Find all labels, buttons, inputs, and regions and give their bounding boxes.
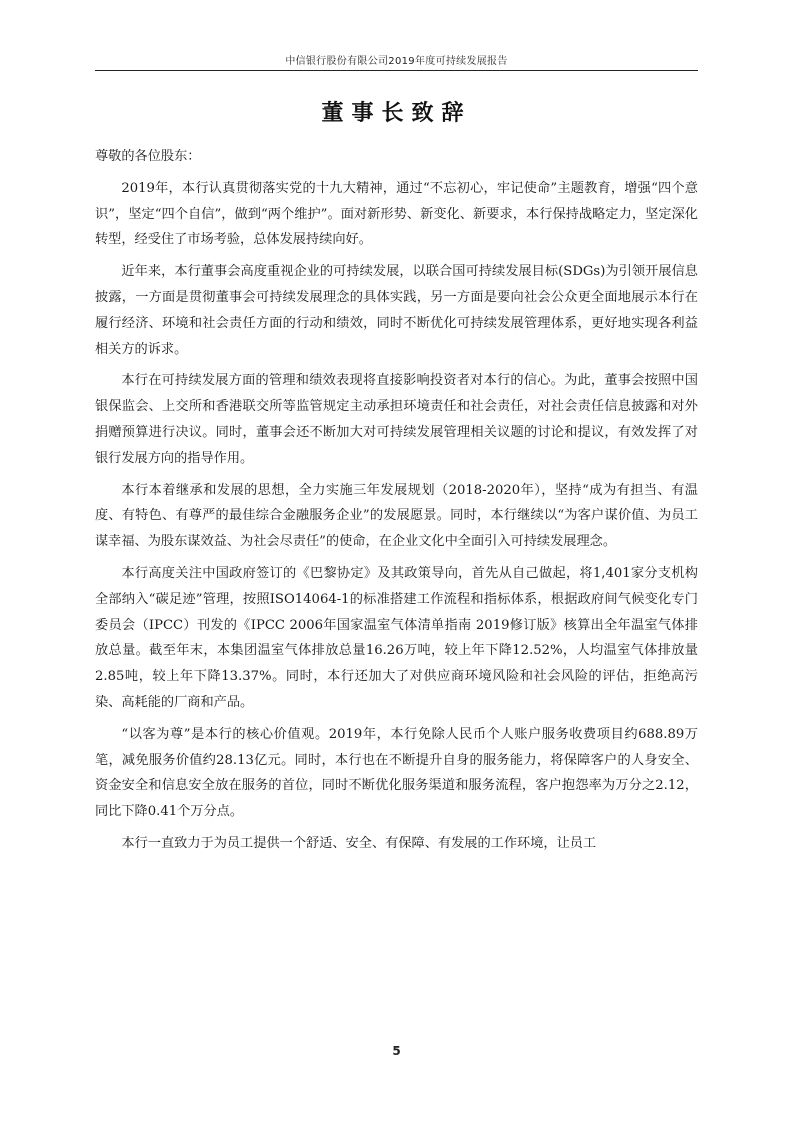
- paragraph: 本行一直致力于为员工提供一个舒适、安全、有保障、有发展的工作环境，让员工: [121, 835, 597, 851]
- page-number: 5: [392, 1044, 401, 1058]
- paragraph: 本行本着继承和发展的思想，全力实施三年发展规划（2018-2020年），坚持“成为有担当、有温度、有特色、有尊严的最佳综合金融服务企业”的发展愿景。同时，本行继续以“为客户谋价值、为员工谋幸福、为股东谋效益、为社会尽责任”的使命，在企业文化中全面引入可持续发展理念。: [95, 482, 698, 550]
- header-divider: [95, 70, 698, 71]
- paragraph: 本行高度关注中国政府签订的《巴黎协定》及其政策导向，首先从自己做起，将1,401家分支机构全部纳入“碳足迹”管理，按照ISO14064-1的标准搭建工作流程和指标体系，根据政府间气候变化专门委员会（IPCC）刊发的《IPCC 2006年国家温室气体清单指南 2019修订版》核算出全年温室气体排放总量。截至年末，本集团温室气体排放总量16.26万吨，较上年下降12.52%，人均温室气体排放量2.85吨，较上年下降13.37%。同时，本行还加大了对供应商环境风险和社会风险的评估，拒绝高污染、高耗能的厂商和产品。: [95, 565, 698, 710]
- paragraph: 本行在可持续发展方面的管理和绩效表现将直接影响投资者对本行的信心。为此，董事会按照中国银保监会、上交所和香港联交所等监管规定主动承担环境责任和社会责任，对社会责任信息披露和对外捐赠预算进行决议。同时，董事会还不断加大对可持续发展管理相关议题的讨论和提议，有效发挥了对银行发展方向的指导作用。: [95, 373, 698, 466]
- letter-body: [95, 144, 698, 857]
- paragraph: “以客为尊”是本行的核心价值观。2019年，本行免除人民币个人账户服务收费项目约688.89万笔，减免服务价值约28.13亿元。同时，本行也在不断提升自身的服务能力，将保障客户的人身安全、资金安全和信息安全放在服务的首位，同时不断优化服务渠道和服务流程，客户抱怨率为万分之2.12，同比下降0.41个万分点。: [95, 726, 698, 820]
- salutation: 尊敬的各位股东：: [95, 149, 201, 164]
- paragraph: 2019年，本行认真贯彻落实党的十九大精神，通过“不忘初心，牢记使命”主题教育，增强“四个意识”，坚定“四个自信”，做到“两个维护”。面对新形势、新变化、新要求，本行保持战略定力，坚定深化转型，经受住了市场考验，总体发展持续向好。: [95, 180, 698, 248]
- paragraph: 近年来，本行董事会高度重视企业的可持续发展，以联合国可持续发展目标(SDGs)为引领开展信息披露，一方面是贯彻董事会可持续发展理念的具体实践，另一方面是要向社会公众更全面地展示本行在履行经济、环境和社会责任方面的行动和绩效，同时不断优化可持续发展管理体系，更好地实现各利益相关方的诉求。: [95, 264, 698, 357]
- page-title: 董事长致辞: [321, 101, 472, 126]
- running-header: 中信银行股份有限公司2019年度可持续发展报告: [285, 56, 508, 67]
